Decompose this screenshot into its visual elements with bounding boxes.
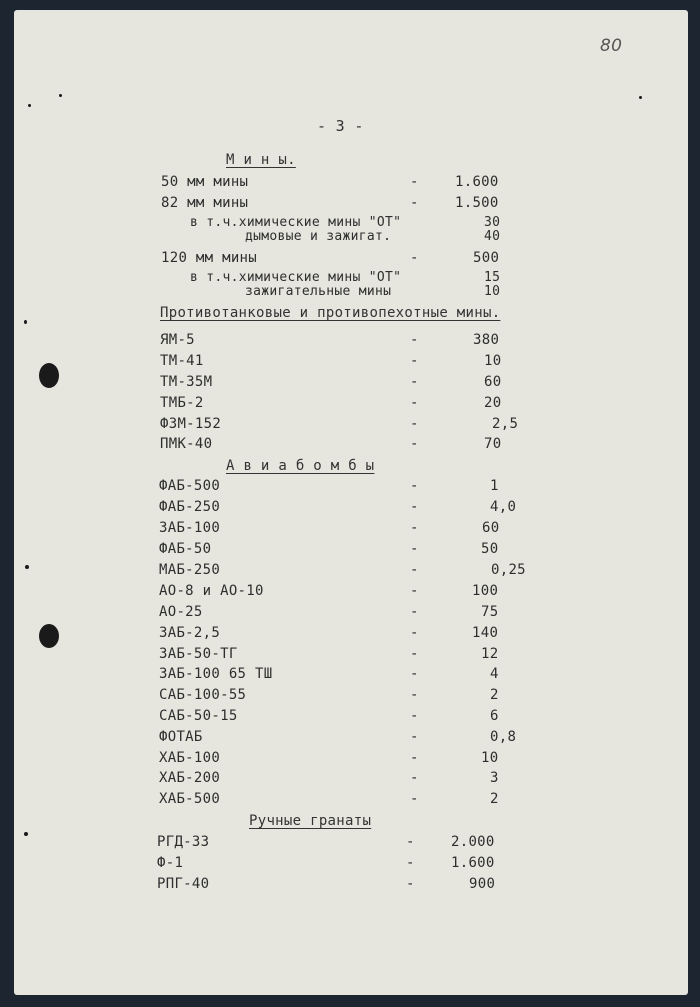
page-number: - 3 -: [317, 117, 364, 135]
bomb-row-dash: -: [410, 770, 419, 786]
bomb-row-name: ФОТАБ: [159, 729, 203, 745]
mine-subrow-name: в т.ч.химические мины "ОТ": [190, 270, 402, 285]
bomb-row-value: 2: [490, 791, 499, 807]
bomb-row-value: 10: [481, 750, 499, 766]
antitank-row-value: 20: [484, 395, 502, 411]
antitank-row-dash: -: [410, 416, 419, 432]
mine-row-name: 50 мм мины: [161, 174, 249, 190]
bomb-row-name: ФАБ-500: [159, 478, 221, 494]
paper-speck: [24, 832, 28, 836]
antitank-row-value: 380: [473, 332, 500, 348]
mine-row-value: 500: [473, 250, 500, 266]
antitank-row-value: 70: [484, 436, 502, 452]
bomb-row-name: САБ-50-15: [159, 708, 238, 724]
antitank-row-name: ТМБ-2: [160, 395, 204, 411]
grenades-heading: Ручные гранаты: [249, 813, 372, 829]
antitank-row-value: 10: [484, 353, 502, 369]
bomb-row-dash: -: [410, 750, 419, 766]
bomb-row-value: 75: [481, 604, 499, 620]
mine-subrow-value: 15: [484, 270, 501, 285]
bomb-row-value: 140: [472, 625, 499, 641]
bomb-row-dash: -: [410, 562, 419, 578]
bomb-row-value: 4,0: [490, 499, 517, 515]
binder-hole-top: [39, 363, 59, 388]
mine-subrow-value: 30: [484, 215, 501, 230]
paper-speck: [59, 94, 62, 97]
bomb-row-name: ЗАБ-100: [159, 520, 221, 536]
bomb-row-value: 0,8: [490, 729, 517, 745]
bomb-row-dash: -: [410, 478, 419, 494]
grenade-row-value: 1.600: [451, 855, 495, 871]
paper-speck: [24, 320, 27, 324]
bomb-row-value: 3: [490, 770, 499, 786]
bomb-row-name: САБ-100-55: [159, 687, 247, 703]
mine-subrow-name: в т.ч.химические мины "ОТ": [190, 215, 402, 230]
mine-row-name: 82 мм мины: [161, 195, 249, 211]
bomb-row-value: 1: [490, 478, 499, 494]
bomb-row-value: 100: [472, 583, 499, 599]
mines-heading: М и н ы.: [226, 152, 296, 168]
antitank-row-value: 60: [484, 374, 502, 390]
bomb-row-name: ЗАБ-50-ТГ: [159, 646, 238, 662]
bomb-row-dash: -: [410, 541, 419, 557]
bomb-row-dash: -: [410, 666, 419, 682]
bomb-row-name: АО-8 и АО-10: [159, 583, 264, 599]
antitank-row-name: ТМ-41: [160, 353, 204, 369]
bomb-row-name: ЗАБ-2,5: [159, 625, 221, 641]
antitank-row-dash: -: [410, 395, 419, 411]
bomb-row-dash: -: [410, 625, 419, 641]
bomb-row-dash: -: [410, 520, 419, 536]
grenade-row-name: РПГ-40: [157, 876, 210, 892]
bomb-row-value: 60: [482, 520, 500, 536]
bomb-row-value: 12: [481, 646, 499, 662]
bomb-row-value: 50: [481, 541, 499, 557]
bomb-row-dash: -: [410, 687, 419, 703]
mine-row-dash: -: [410, 250, 419, 266]
bomb-row-dash: -: [410, 791, 419, 807]
antitank-row-name: ЯМ-5: [160, 332, 195, 348]
bomb-row-name: ХАБ-500: [159, 791, 221, 807]
paper-speck: [25, 565, 29, 569]
mine-subrow-name: зажигательные мины: [245, 284, 392, 299]
antitank-row-name: ПМК-40: [160, 436, 213, 452]
bomb-row-dash: -: [410, 604, 419, 620]
bomb-row-name: ЗАБ-100 65 ТШ: [159, 666, 273, 682]
bomb-row-value: 0,25: [491, 562, 526, 578]
bomb-row-value: 2: [490, 687, 499, 703]
mine-subrow-value: 40: [484, 229, 501, 244]
bomb-row-dash: -: [410, 708, 419, 724]
antitank-row-dash: -: [410, 353, 419, 369]
bomb-row-value: 6: [490, 708, 499, 724]
bomb-row-name: ФАБ-250: [159, 499, 221, 515]
document-page: [14, 10, 688, 995]
mine-subrow-name: дымовые и зажигат.: [245, 229, 392, 244]
mine-row-dash: -: [410, 195, 419, 211]
grenade-row-value: 900: [469, 876, 496, 892]
handwritten-page-number: 80: [600, 36, 623, 56]
grenade-row-value: 2.000: [451, 834, 495, 850]
mine-subrow-value: 10: [484, 284, 501, 299]
bomb-row-name: АО-25: [159, 604, 203, 620]
grenade-row-name: Ф-1: [157, 855, 184, 871]
mine-row-dash: -: [410, 174, 419, 190]
antitank-row-value: 2,5: [492, 416, 519, 432]
bomb-row-dash: -: [410, 499, 419, 515]
bomb-row-name: ХАБ-200: [159, 770, 221, 786]
paper-speck: [28, 104, 31, 107]
bomb-row-dash: -: [410, 646, 419, 662]
antitank-row-name: ТМ-35М: [160, 374, 213, 390]
antitank-row-name: ФЗМ-152: [160, 416, 222, 432]
grenade-row-name: РГД-33: [157, 834, 210, 850]
grenade-row-dash: -: [406, 855, 415, 871]
antitank-row-dash: -: [410, 374, 419, 390]
bomb-row-value: 4: [490, 666, 499, 682]
bomb-row-name: ФАБ-50: [159, 541, 212, 557]
mine-row-value: 1.600: [455, 174, 499, 190]
mine-row-value: 1.500: [455, 195, 499, 211]
paper-speck: [639, 96, 642, 99]
antitank-row-dash: -: [410, 332, 419, 348]
antitank-row-dash: -: [410, 436, 419, 452]
bomb-row-dash: -: [410, 729, 419, 745]
grenade-row-dash: -: [406, 876, 415, 892]
bomb-row-dash: -: [410, 583, 419, 599]
antitank-heading: Противотанковые и противопехотные мины.: [160, 305, 501, 321]
binder-hole-bottom: [39, 624, 59, 648]
grenade-row-dash: -: [406, 834, 415, 850]
bomb-row-name: ХАБ-100: [159, 750, 221, 766]
bombs-heading: А в и а б о м б ы: [226, 458, 375, 474]
bomb-row-name: МАБ-250: [159, 562, 221, 578]
mine-row-name: 120 мм мины: [161, 250, 258, 266]
